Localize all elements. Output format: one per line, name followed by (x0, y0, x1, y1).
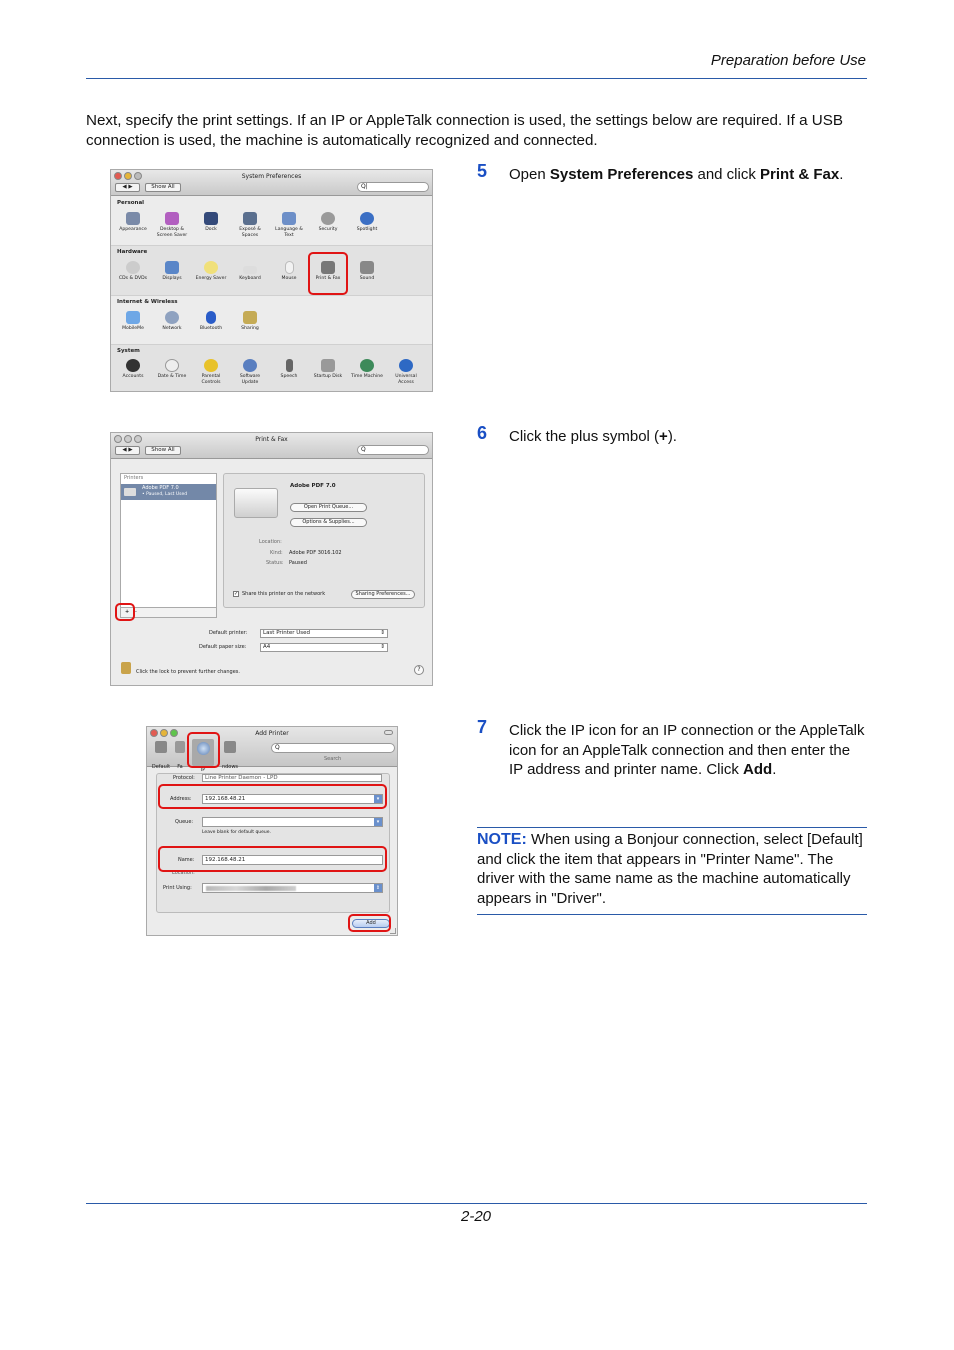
intro-paragraph: Next, specify the print settings. If an IP or AppleTalk connection is used, the settings below are required. If a USB connection is used, the machine is automatically recognized and connected. (86, 112, 843, 149)
security-icon (321, 212, 335, 225)
printer-small-icon (124, 488, 136, 496)
pref-software-update[interactable]: Software Update (231, 359, 269, 385)
disc-icon (126, 261, 140, 274)
toolbar-toggle[interactable] (384, 730, 393, 735)
note-bottom-rule (477, 914, 867, 915)
window-title: Print & Fax (255, 436, 288, 443)
fax-icon (175, 741, 185, 753)
toolbar-windows[interactable]: ndows (219, 741, 241, 772)
pref-speech[interactable]: Speech (270, 359, 308, 380)
section-personal: Personal Appearance Desktop & Screen Saver Dock Exposé & Spaces Language & Text Security Spotlight (111, 197, 432, 246)
pref-cds-dvds[interactable]: CDs & DVDs (114, 261, 152, 282)
printer-row-name: Adobe PDF 7.0 (142, 485, 179, 491)
printers-header: Printers (124, 475, 144, 481)
step-text: Click the plus symbol (+). (509, 428, 677, 445)
default-printer-select[interactable]: Last Printer Used ⇕ (260, 629, 388, 638)
help-button[interactable]: ? (414, 665, 424, 675)
highlight-ip-icon (187, 732, 220, 768)
sharing-preferences-button[interactable]: Sharing Preferences... (351, 590, 415, 599)
disk-icon (321, 359, 335, 372)
titlebar (111, 170, 432, 196)
step-text: Open System Preferences and click Print & Fax. (509, 166, 844, 183)
dropdown-arrow-icon: ⇕ (375, 885, 381, 891)
accounts-icon (126, 359, 140, 372)
show-all-button[interactable]: Show All (145, 446, 181, 455)
protocol-select[interactable]: Line Printer Daemon - LPD (202, 774, 382, 782)
highlight-name (158, 846, 387, 872)
appearance-icon (126, 212, 140, 225)
language-icon (282, 212, 296, 225)
printers-list (120, 473, 217, 618)
dropdown-arrow-icon: ▾ (374, 795, 382, 803)
back-forward-buttons[interactable]: ◀ ▶ (115, 183, 140, 192)
pref-mobileme[interactable]: MobileMe (114, 311, 152, 332)
cloud-icon (126, 311, 140, 324)
paper-size-label: Default paper size: (199, 644, 247, 650)
step-text: Click the IP icon for an IP connection or the AppleTalk icon for an AppleTalk connection and then enter the IP address and printer name. Click Add. (509, 722, 865, 778)
bulb-icon (204, 261, 218, 274)
kind-label: Kind: (270, 550, 283, 556)
updown-icon: ⇕ (380, 630, 385, 636)
print-using-select[interactable] (202, 883, 383, 893)
printer-large-icon (234, 488, 278, 518)
system-preferences-window (110, 169, 433, 392)
window-title: System Preferences (241, 173, 302, 180)
toolbar-ip[interactable]: IP (192, 739, 214, 766)
section-hardware: Hardware CDs & DVDs Displays Energy Saver Keyboard Mouse Print & Fax Sound (111, 246, 432, 296)
highlight-address (158, 784, 387, 809)
pref-universal-access[interactable]: Universal Access (387, 359, 425, 385)
name-label: Name: (178, 857, 195, 863)
pref-startup-disk[interactable]: Startup Disk (309, 359, 347, 380)
search-label: Search (324, 756, 342, 762)
name-field[interactable]: 192.168.48.21 (202, 855, 383, 865)
pref-parental-controls[interactable]: Parental Controls (192, 359, 230, 385)
default-printers-icon (155, 741, 167, 753)
bluetooth-icon (206, 311, 216, 324)
status-value: Paused (289, 560, 307, 566)
toolbar (147, 727, 397, 773)
dropdown-arrow-icon: ▾ (374, 818, 382, 826)
header-rule (86, 78, 867, 79)
keyboard-icon (243, 266, 257, 274)
search-input[interactable]: Q| (357, 182, 429, 192)
print-using-label: Print Using: (163, 885, 192, 891)
windows-printer-icon (224, 741, 236, 753)
page-number: 2-20 (460, 1208, 492, 1225)
titlebar (111, 433, 432, 459)
add-button[interactable]: Add (352, 919, 390, 928)
running-header: Preparation before Use (710, 52, 866, 69)
address-field[interactable]: 192.168.48.21 ▾ (202, 794, 383, 804)
printer-row-selected[interactable] (121, 484, 216, 500)
toolbar-default[interactable]: Default (150, 741, 172, 772)
queue-label: Queue: (175, 819, 194, 825)
network-icon (165, 311, 179, 324)
pref-expose[interactable]: Exposé & Spaces (231, 212, 269, 238)
options-supplies-button[interactable]: Options & Supplies... (290, 518, 367, 527)
updown-icon: ⇕ (380, 644, 385, 650)
pref-appearance[interactable]: Appearance (114, 212, 152, 233)
parental-icon (204, 359, 218, 372)
blurred-driver-name (206, 886, 296, 891)
step-number: 6 (477, 423, 488, 443)
location-label: Location: (172, 870, 195, 876)
share-checkbox[interactable]: ✓ (234, 591, 239, 597)
queue-field[interactable] (202, 817, 383, 827)
pref-print-fax[interactable]: Print & Fax (309, 261, 347, 282)
resize-grip-icon[interactable] (390, 928, 396, 934)
section-internet-wireless: Internet & Wireless MobileMe Network Bluetooth Sharing (111, 296, 432, 345)
step-number: 5 (477, 161, 488, 181)
note-box (477, 830, 867, 908)
location-label: Location: (259, 539, 282, 545)
toolbar-fax[interactable]: Fa (174, 741, 186, 772)
expose-icon (243, 212, 257, 225)
pref-security[interactable]: Security (309, 212, 347, 233)
step-number: 7 (477, 717, 488, 737)
back-forward-buttons[interactable]: ◀ ▶ (115, 446, 140, 455)
pref-keyboard[interactable]: Keyboard (231, 261, 269, 282)
dock-icon (204, 212, 218, 225)
pref-spotlight[interactable]: Spotlight (348, 212, 386, 233)
pref-displays[interactable]: Displays (153, 261, 191, 282)
display-icon (165, 261, 179, 274)
speaker-icon (360, 261, 374, 274)
note-label: NOTE: (477, 831, 527, 848)
default-printer-label: Default printer: (209, 630, 248, 636)
clock-icon (165, 359, 179, 372)
mouse-icon (285, 261, 294, 274)
pref-network[interactable]: Network (153, 311, 191, 332)
remove-printer-button[interactable]: - (135, 609, 137, 615)
lock-text: Click the lock to prevent further changes. (136, 669, 240, 675)
highlight-add-button (348, 914, 391, 932)
spotlight-icon (360, 212, 374, 225)
printer-detail-panel (223, 473, 425, 608)
detail-printer-name: Adobe PDF 7.0 (290, 483, 336, 489)
microphone-icon (286, 359, 293, 372)
pref-bluetooth[interactable]: Bluetooth (192, 311, 230, 332)
printer-row-status: • Paused, Last Used (142, 492, 188, 497)
print-fax-window (110, 432, 433, 686)
paper-size-select[interactable]: A4 ⇕ (260, 643, 388, 652)
accessibility-icon (399, 359, 413, 372)
address-label: Address: (170, 796, 192, 802)
share-label: Share this printer on the network (242, 591, 326, 597)
pref-language[interactable]: Language & Text (270, 212, 308, 238)
pref-date-time[interactable]: Date & Time (153, 359, 191, 380)
pref-sound[interactable]: Sound (348, 261, 386, 282)
highlight-plus-button (115, 603, 135, 621)
footer-rule (86, 1203, 867, 1204)
pref-accounts[interactable]: Accounts (114, 359, 152, 380)
show-all-button[interactable]: Show All (145, 183, 181, 192)
lock-icon[interactable] (121, 662, 131, 674)
pref-energy-saver[interactable]: Energy Saver (192, 261, 230, 282)
protocol-label: Protocol: (173, 775, 195, 781)
search-input[interactable]: Q (271, 743, 395, 753)
highlight-print-fax (308, 252, 348, 295)
add-printer-button[interactable]: + (125, 609, 130, 615)
time-machine-icon (360, 359, 374, 372)
sharing-icon (243, 311, 257, 324)
pref-desktop[interactable]: Desktop & Screen Saver (153, 212, 191, 238)
note-top-rule (477, 827, 867, 828)
pref-mouse[interactable]: Mouse (270, 261, 308, 282)
kind-value: Adobe PDF 3016.102 (289, 550, 342, 556)
queue-hint: Leave blank for default queue. (202, 830, 271, 835)
add-printer-window (146, 726, 398, 936)
window-title: Add Printer (255, 730, 289, 737)
pref-dock[interactable]: Dock (192, 212, 230, 233)
search-input[interactable]: Q (357, 445, 429, 455)
pref-sharing[interactable]: Sharing (231, 311, 269, 332)
desktop-icon (165, 212, 179, 225)
update-icon (243, 359, 257, 372)
pref-time-machine[interactable]: Time Machine (348, 359, 386, 380)
section-system: System Accounts Date & Time Parental Controls Software Update Speech Startup Disk Time Machine Universal Access (111, 345, 432, 392)
open-print-queue-button[interactable]: Open Print Queue... (290, 503, 367, 512)
note-text: When using a Bonjour connection, select [Default] and click the item that appears in "Printer Name". The driver with the same name as the machine automatically appears in "Driver". (477, 831, 863, 907)
status-label: Status: (266, 560, 284, 566)
